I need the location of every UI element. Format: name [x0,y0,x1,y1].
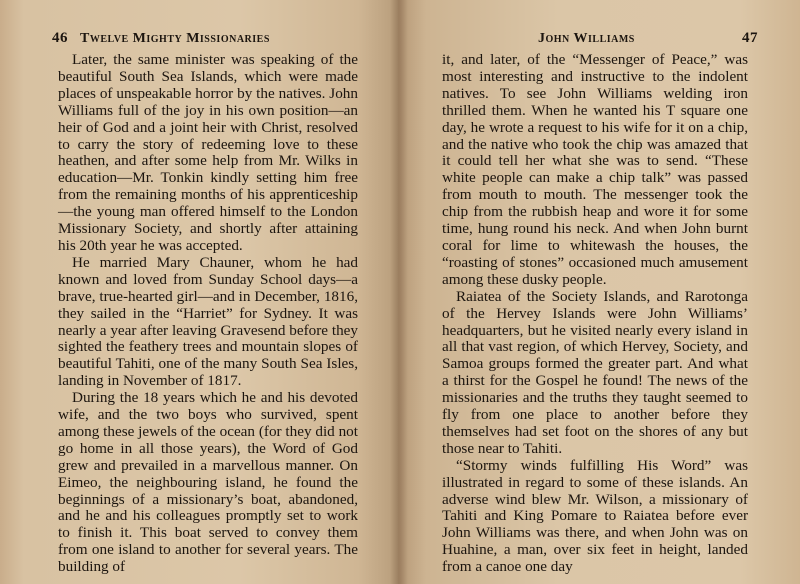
paragraph: “Stormy winds fulfilling His Word” was illustrated in regard to some of these islands. An adverse wind blew Mr. Wilson, a missionary of Tahiti and King Pomare to Raiatea before ever John Williams was there, and when John was on Huahine, a man, over six feet in height, landed from a canoe one day [442,456,748,576]
left-running-head: Twelve Mighty Missionaries [80,31,270,46]
right-page [398,0,800,584]
right-running-head: John Williams [538,31,635,46]
paragraph: During the 18 years which he and his devoted wife, and the two boys who survived, spent among these jewels of the ocean (for they did not go home in all those years), the Word of God grew and prevailed in a marvellous manner. On Eimeo, the neighbouring island, he found the beginnings of a missionary’s boat, abandoned, and he and his colleagues promptly set to work to finish it. This boat served to convey them from one island to another for several years. The building of [58,389,358,576]
left-page [0,0,398,584]
left-page-number: 46 [52,30,68,46]
right-page-header [442,30,758,52]
right-page-number: 47 [742,30,758,46]
paragraph: Raiatea of the Society Islands, and Rarotonga of the Hervey Islands were John Williams’ headquarters, but he visited nearly every island in all that vast region, of which Hervey, Society, and Samoa groups formed the greater part. And what a thirst for the Gospel he found! The news of the missionaries and the truths they taught seemed to fly from one place to another before they themselves had set foot on the shores of any but those near to Tahiti. [442,287,748,457]
paragraph: He married Mary Chauner, whom he had known and loved from Sunday School days—a brave, true-hearted girl—and in December, 1816, they sailed in the “Harriet” for Sydney. It was nearly a year after leaving Gravesend before they sighted the feathery trees and mountain slopes of beautiful Tahiti, one of the many South Sea Isles, landing in November of 1817. [58,253,358,390]
book-gutter [390,0,408,584]
right-page-body [442,52,748,576]
paragraph: it, and later, of the “Messenger of Peace,” was most interesting and instructive to the indolent natives. To see John Williams welding iron thrilled them. When he wanted his T square one day, he wrote a request to his wife for it on a chip, and the native who took the chip was amazed that it could tell her what she was to send. “These white people can make a chip talk” was passed from mouth to mouth. The messenger took the chip from the rubbish heap and wore it for some time, hung round his neck. And when John burnt coral for lime to whitewash the houses, the “roasting of stones” occasioned much amusement among these dusky people. [442,51,748,288]
paragraph: Later, the same minister was speaking of the beautiful South Sea Islands, which were made places of unspeakable horror by the natives. John Williams full of the joy in his own position—an heir of God and a joint heir with Christ, resolved to carry the story of redeeming love to these heathen, and after some help from Mr. Wilks in education—Mr. Tonkin kindly setting him free from the remaining months of his apprenticeship—the young man offered himself to the London Missionary Society, and shortly after attaining his 20th year he was accepted. [58,51,358,254]
left-page-body [58,52,358,576]
left-page-header [52,30,358,52]
